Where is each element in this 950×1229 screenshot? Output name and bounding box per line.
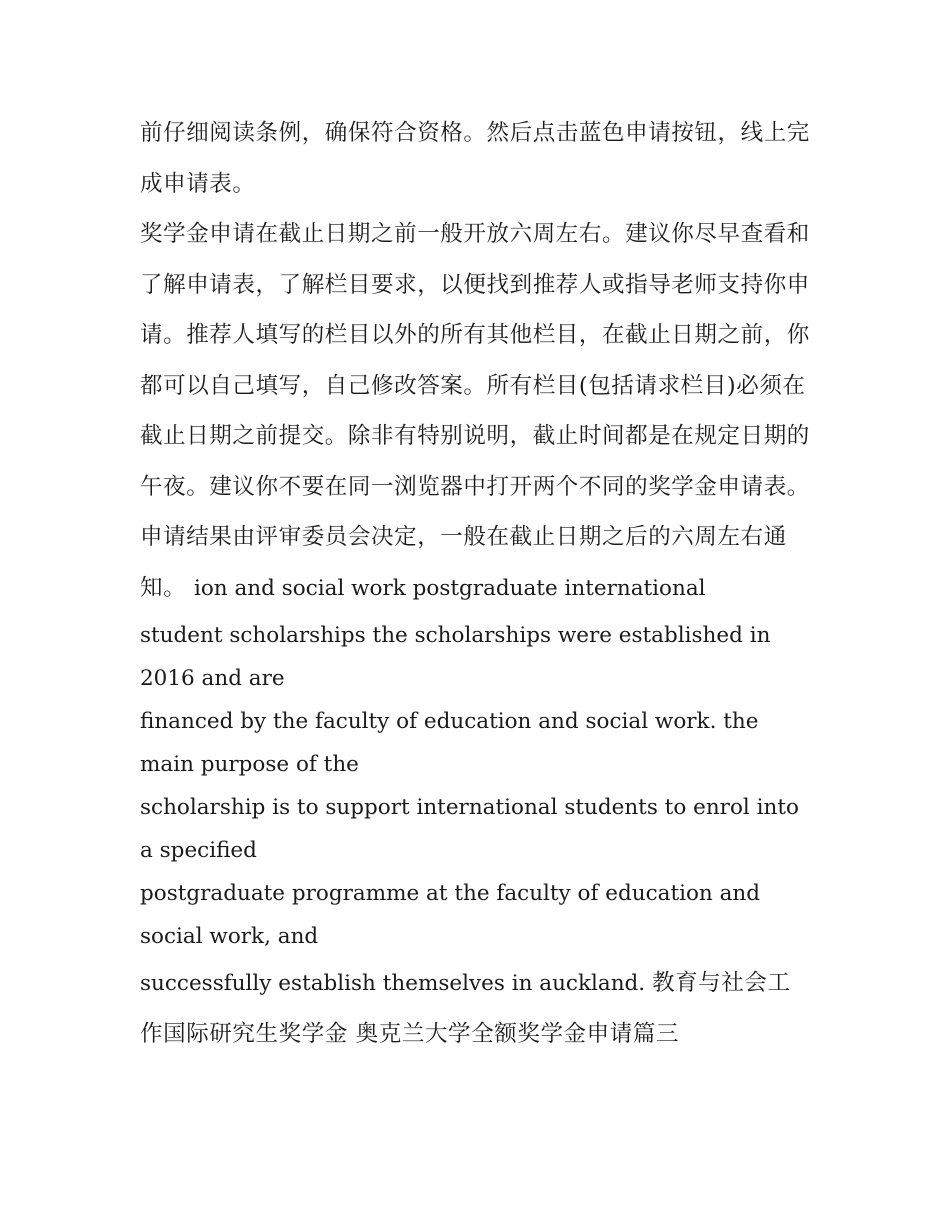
paragraph-final [140, 958, 812, 1060]
results-cjk-text: 申请结果由评审委员会决定，一般在截止日期之后的六周左右通知。 [140, 524, 787, 601]
final-english-text: successfully establish themselves in auckland. [140, 971, 646, 996]
final-cjk-text: 教育与社会工作国际研究生奖学金 奥克兰大学全额奖学金申请篇三 [140, 970, 791, 1047]
results-english-fragment: ion and social work postgraduate international [193, 575, 706, 601]
paragraph-eligibility: 前仔细阅读条例，确保符合资格。然后点击蓝色申请按钮，线上完成申请表。 [140, 120, 810, 197]
english-line: student scholarships the scholarships were established in 2016 and are [140, 623, 771, 691]
english-line: postgraduate programme at the faculty of education and social work, and [140, 881, 761, 949]
paragraph-results [140, 512, 812, 614]
document-body [140, 108, 812, 1060]
english-line: scholarship is to support international students to enrol into a specified [140, 795, 799, 863]
paragraph-application-period: 奖学金申请在截止日期之前一般开放六周左右。建议你尽早查看和了解申请表，了解栏目要求，以便找到推荐人或指导老师支持你申请。推荐人填写的栏目以外的所有其他栏目，在截止日期之前，你都可以自己填写，自己修改答案。所有栏目(包括请求栏目)必须在截止日期之前提交。除非有特别说明，截止时间都是在规定日期的午夜。建议你不要在同一浏览器中打开两个不同的奖学金申请表。 [140, 221, 810, 500]
english-line: financed by the faculty of education and social work. the main purpose of the [140, 709, 759, 777]
